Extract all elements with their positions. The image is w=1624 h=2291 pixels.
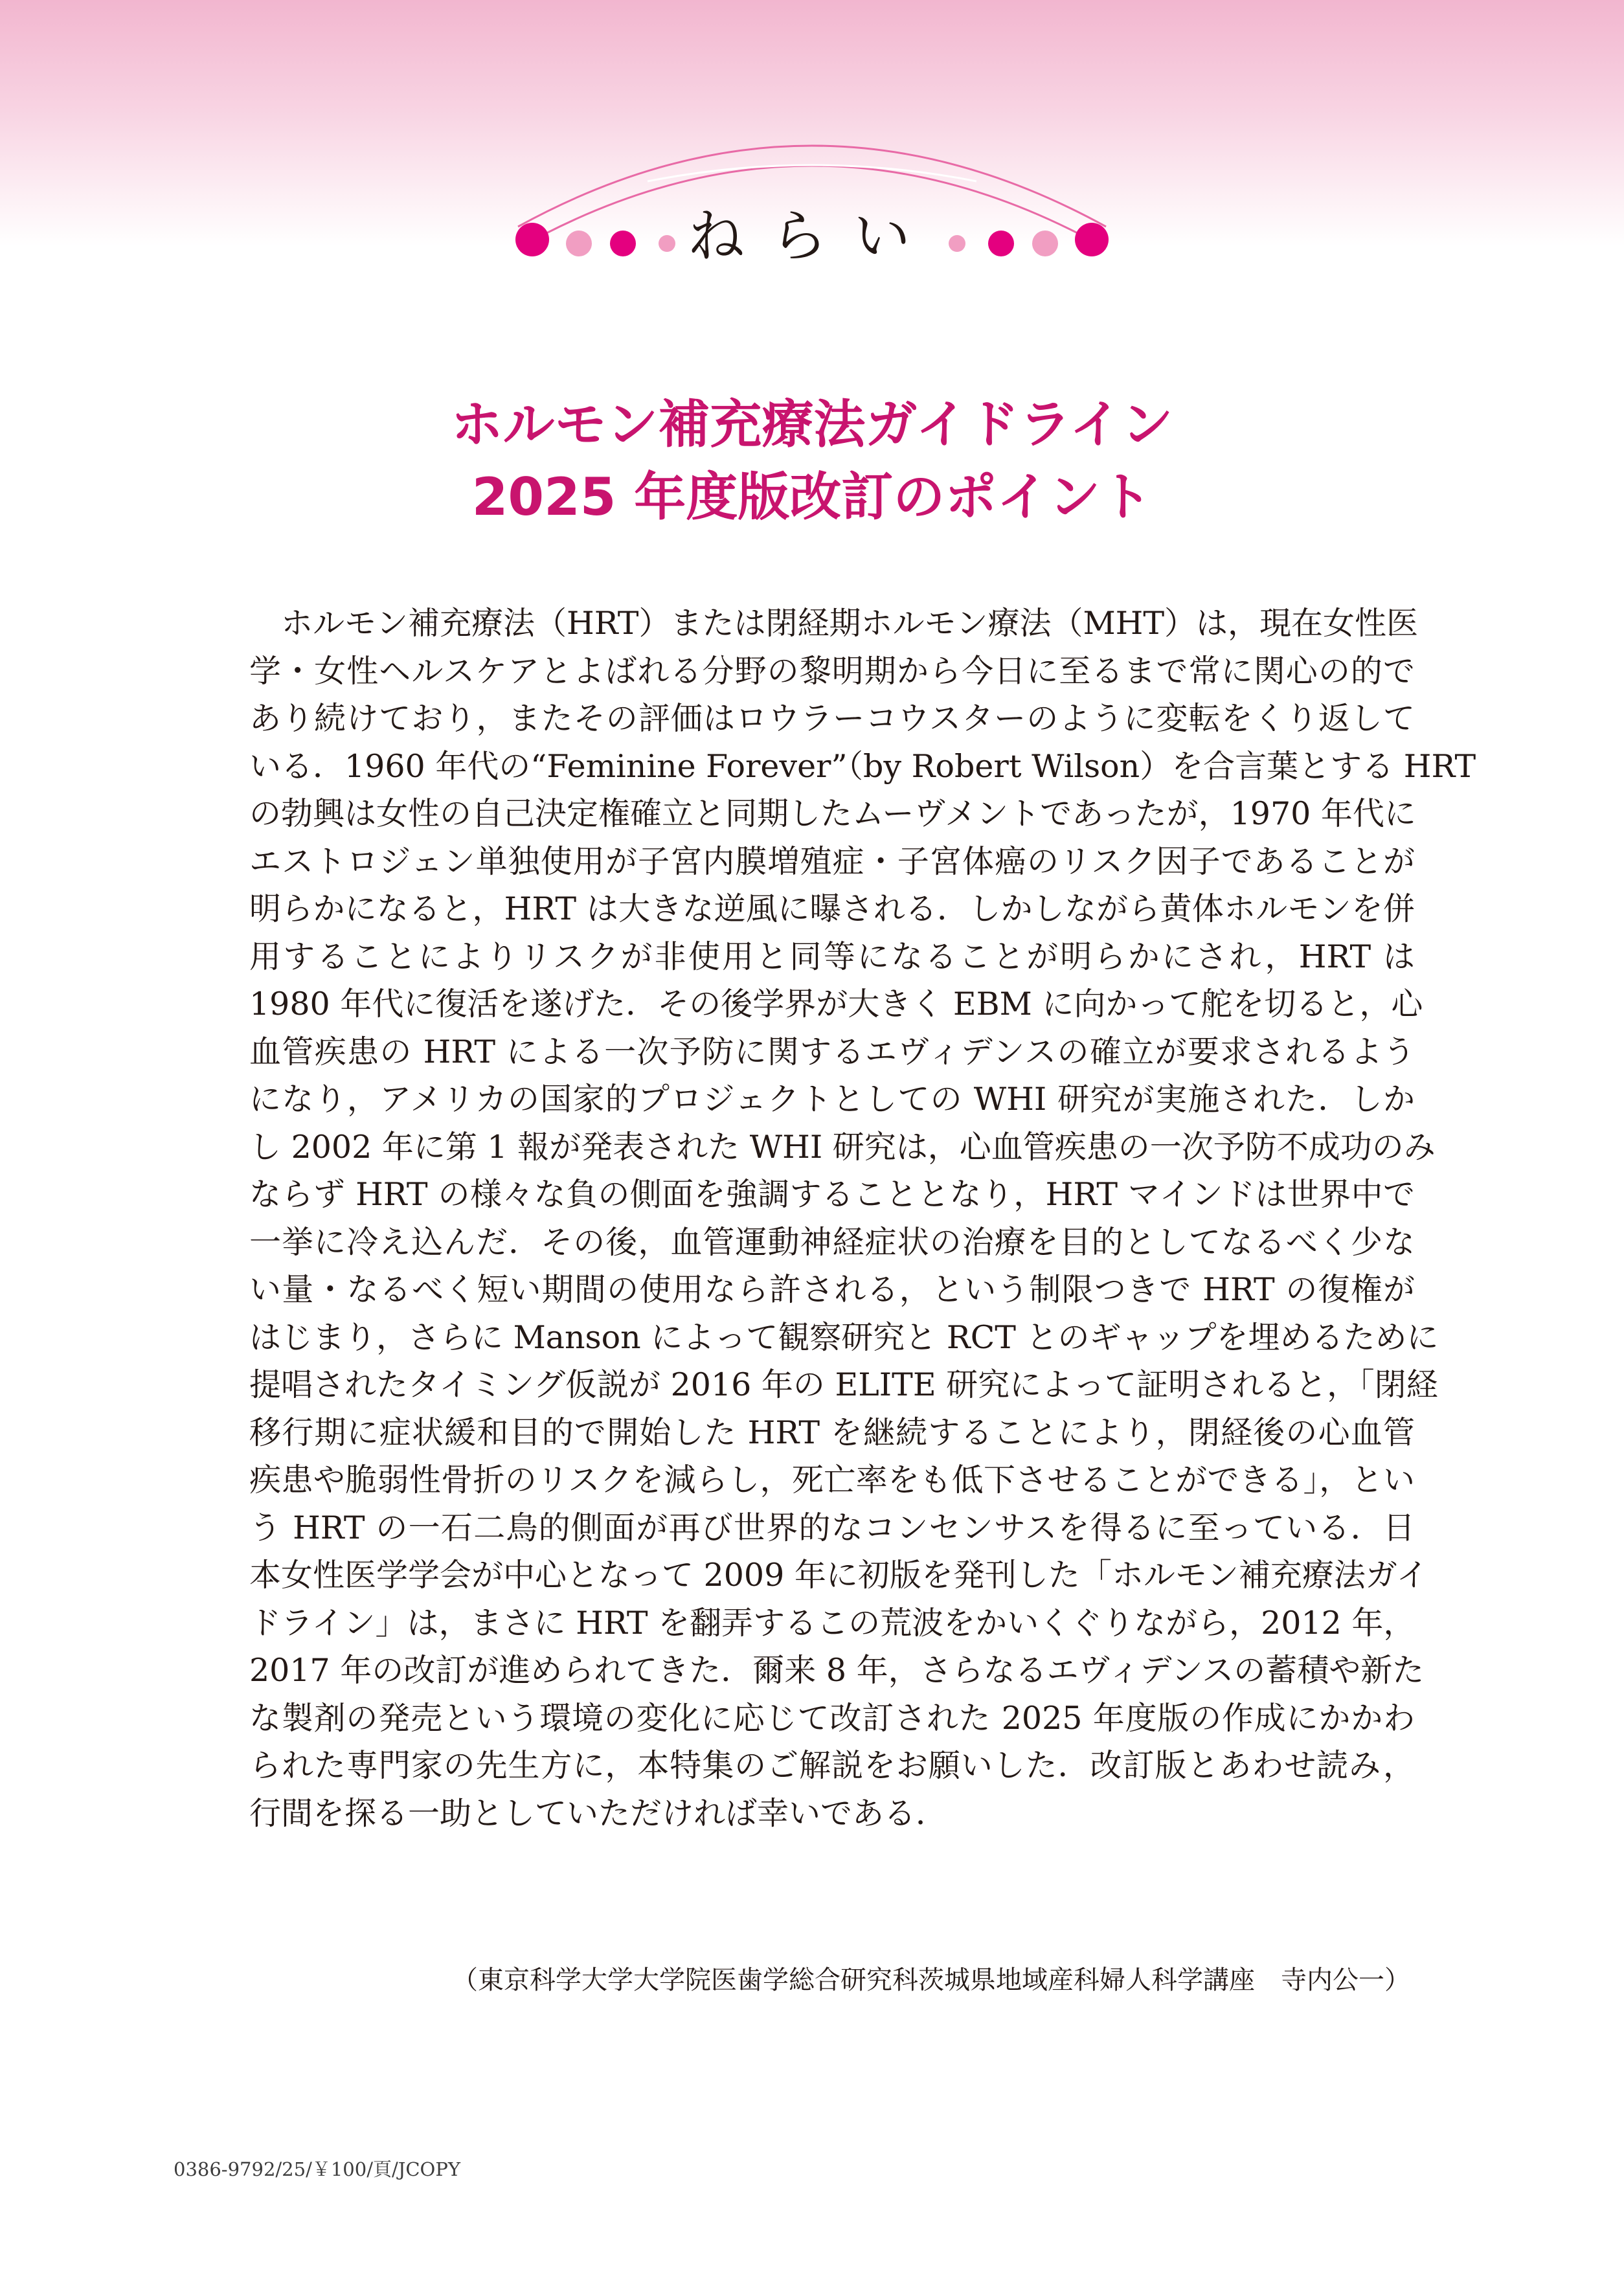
main-title <box>194 389 1430 534</box>
author-affiliation: （東京科学大学大学院医歯学総合研究科茨城県地域産科婦人科学講座 寺内公一） <box>452 1965 1410 1995</box>
body-line: ならず HRT の様々な負の側面を強調することとなり，HRT マインドは世界中で <box>249 1176 1415 1213</box>
footer-code: 0386-9792/25/￥100/頁/JCOPY <box>174 2158 460 2180</box>
body-line: になり，アメリカの国家的プロジェクトとしての WHI 研究が実施された．しか <box>249 1081 1415 1118</box>
body-paragraph <box>249 600 1476 1837</box>
body-line: な製剤の発売という環境の変化に応じて改訂された 2025 年度版の作成にかかわ <box>249 1699 1415 1737</box>
body-line: 行間を探る一助としていただければ幸いである． <box>249 1794 948 1832</box>
body-line: い量・なるべく短い期間の使用なら許される，という制限つきで HRT の復権が <box>249 1271 1415 1308</box>
body-line: あり続けており，またその評価はロウラーコウスターのように変転をくり返して <box>249 700 1415 737</box>
main-title-line-1: ホルモン補充療法ガイドライン <box>451 394 1173 455</box>
body-line: られた専門家の先生方に，本特集のご解説をお願いした．改訂版とあわせ読み， <box>249 1747 1415 1784</box>
body-line: 本女性医学学会が中心となって 2009 年に初版を発刊した「ホルモン補充療法ガイ <box>249 1557 1428 1594</box>
main-title-line-2: 2025 年度版改訂のポイント <box>471 467 1153 527</box>
body-line: 2017 年の改訂が進められてきた．爾来 8 年，さらなるエヴィデンスの蓄積や新た <box>249 1652 1425 1689</box>
body-line: う HRT の一石二鳥的側面が再び世界的なコンセンサスを得るに至っている．日 <box>249 1509 1415 1546</box>
decorative-dot <box>988 231 1014 256</box>
body-line: 提唱されたタイミング仮説が 2016 年の ELITE 研究によって証明されると，「閉経 <box>249 1366 1438 1403</box>
body-line: ホルモン補充療法（HRT）または閉経期ホルモン療法（MHT）は，現在女性医 <box>249 605 1419 642</box>
decorative-dot <box>1075 223 1109 256</box>
body-line: 血管疾患の HRT による一次予防に関するエヴィデンスの確立が要求されるよう <box>249 1033 1415 1070</box>
body-line: いる．1960 年代の“Feminine Forever”（by Robert Wilson）を合言葉とする HRT <box>249 747 1476 785</box>
section-title: ねらい <box>687 203 936 269</box>
decorative-dot <box>1032 231 1058 256</box>
body-line: ドライン」は，まさに HRT を翻弄するこの荒波をかいくぐりながら，2012 年， <box>249 1604 1415 1642</box>
decorative-dot <box>566 231 592 256</box>
body-line: 1980 年代に復活を遂げた．その後学界が大きく EBM に向かって舵を切ると，心 <box>249 986 1423 1022</box>
decorative-dot <box>610 231 636 256</box>
decorative-dot <box>515 223 549 256</box>
body-line: 学・女性ヘルスケアとよばれる分野の黎明期から今日に至るまで常に関心の的で <box>249 652 1415 690</box>
body-line: 用することによりリスクが非使用と同等になることが明らかにされ，HRT は <box>249 938 1415 975</box>
body-line: の勃興は女性の自己決定権確立と同期したムーヴメントであったが，1970 年代に <box>249 795 1416 832</box>
body-line: エストロジェン単独使用が子宮内膜増殖症・子宮体癌のリスク因子であることが <box>249 842 1415 880</box>
body-line: 明らかになると，HRT は大きな逆風に曝される．しかしながら黄体ホルモンを併 <box>249 890 1415 927</box>
body-line: はじまり，さらに Manson によって観察研究と RCT とのギャップを埋めるために <box>249 1318 1439 1356</box>
body-line: 一挙に冷え込んだ．その後，血管運動神経症状の治療を目的としてなるべく少な <box>249 1223 1415 1261</box>
body-line: 疾患や脆弱性骨折のリスクを減らし，死亡率をも低下させることができる」，とい <box>249 1462 1415 1498</box>
body-line: 移行期に症状緩和目的で開始した HRT を継続することにより，閉経後の心血管 <box>249 1414 1415 1451</box>
body-line: し 2002 年に第 1 報が発表された WHI 研究は，心血管疾患の一次予防不成功のみ <box>249 1128 1436 1166</box>
